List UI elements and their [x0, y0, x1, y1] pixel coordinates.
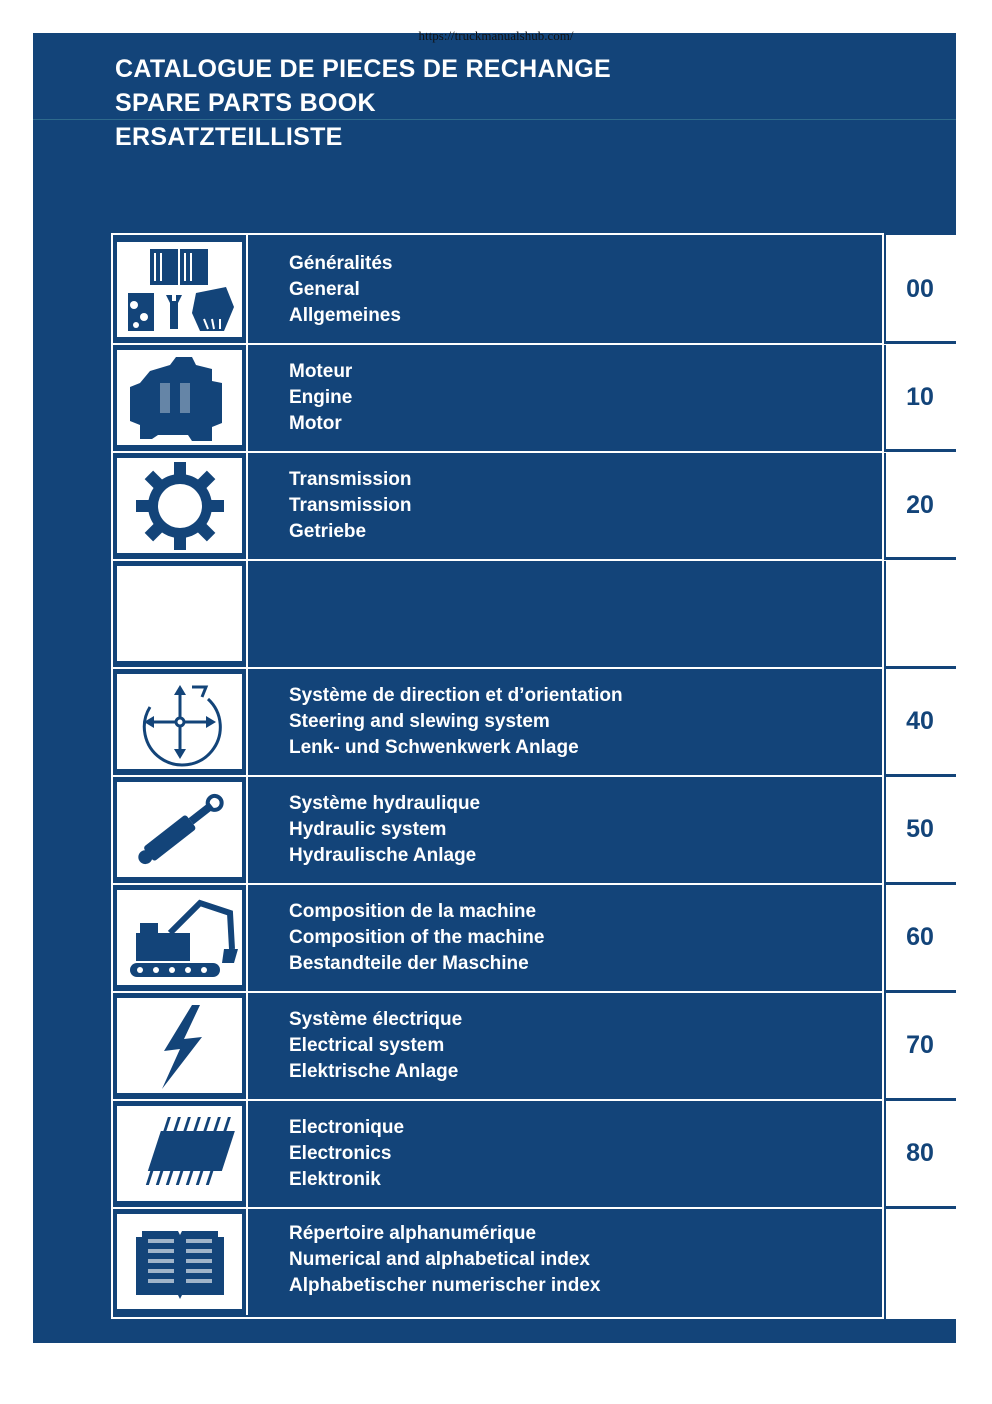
bottom-corner-block: [884, 1319, 956, 1343]
label-en: Electronics: [289, 1143, 392, 1164]
section-number: 40: [906, 706, 934, 735]
number-separator: [884, 341, 956, 344]
label-fr: Généralités: [289, 253, 393, 274]
label-de: Elektronik: [289, 1169, 381, 1190]
label-de: Motor: [289, 413, 342, 434]
section-labels: [289, 467, 412, 545]
section-row-20[interactable]: [111, 451, 956, 559]
row-divider: [246, 1207, 248, 1315]
section-number: [884, 1207, 956, 1315]
section-labels: [289, 1221, 601, 1299]
section-row-00[interactable]: [111, 235, 956, 343]
section-labels: [289, 1115, 404, 1193]
section-number: 80: [906, 1138, 934, 1167]
label-de: Alphabetischer numerischer index: [289, 1275, 601, 1296]
index-book-icon: [117, 1214, 242, 1309]
row-separator: [111, 1099, 956, 1101]
section-number: 10: [906, 382, 934, 411]
row-separator: [111, 343, 956, 345]
row-divider: [246, 1099, 248, 1207]
section-labels: [289, 1007, 462, 1085]
source-url: https://truckmanualshub.com/: [418, 28, 574, 43]
section-number: 50: [906, 814, 934, 843]
section-labels: [289, 251, 401, 329]
label-en: Electrical system: [289, 1035, 445, 1056]
section-row-index[interactable]: [111, 1207, 956, 1315]
title-fr: CATALOGUE DE PIECES DE RECHANGE: [115, 55, 611, 83]
row-divider: [246, 235, 248, 343]
label-en: Hydraulic system: [289, 819, 447, 840]
general-tools-icon: [117, 242, 242, 337]
section-row-50[interactable]: [111, 775, 956, 883]
row-divider: [246, 667, 248, 775]
section-row-blank: [111, 559, 956, 667]
label-fr: Composition de la machine: [289, 901, 537, 922]
section-row-60[interactable]: [111, 883, 956, 991]
section-number: 20: [906, 490, 934, 519]
row-divider: [246, 883, 248, 991]
number-separator: [884, 557, 956, 560]
row-separator: [111, 559, 956, 561]
lightning-icon: [117, 998, 242, 1093]
row-separator: [111, 667, 956, 669]
number-separator: [884, 1098, 956, 1101]
number-separator: [884, 666, 956, 669]
section-row-10[interactable]: [111, 343, 956, 451]
row-divider: [246, 991, 248, 1099]
label-en: General: [289, 279, 360, 300]
engine-icon: [117, 350, 242, 445]
section-number: 60: [906, 922, 934, 951]
label-de: Hydraulische Anlage: [289, 845, 477, 866]
section-row-40[interactable]: [111, 667, 956, 775]
label-fr: Répertoire alphanumérique: [289, 1223, 537, 1244]
row-separator: [111, 883, 956, 885]
row-separator: [111, 775, 956, 777]
excavator-icon: [117, 890, 242, 985]
label-en: Steering and slewing system: [289, 711, 550, 732]
label-de: Allgemeines: [289, 305, 401, 326]
number-separator: [884, 1206, 956, 1209]
label-fr: Système hydraulique: [289, 793, 481, 814]
title-en: SPARE PARTS BOOK: [115, 89, 376, 117]
section-labels: [289, 359, 352, 437]
number-separator: [884, 990, 956, 993]
section-labels: [289, 683, 623, 761]
label-fr: Système électrique: [289, 1009, 463, 1030]
section-labels: [289, 791, 480, 869]
hydraulic-cylinder-icon: [117, 782, 242, 877]
section-labels: [289, 899, 544, 977]
label-fr: Moteur: [289, 361, 353, 382]
label-fr: Transmission: [289, 469, 412, 490]
section-row-80[interactable]: [111, 1099, 956, 1207]
label-de: Bestandteile der Maschine: [289, 953, 529, 974]
label-de: Elektrische Anlage: [289, 1061, 459, 1082]
section-number: 00: [906, 274, 934, 303]
row-divider: [246, 775, 248, 883]
number-separator: [884, 774, 956, 777]
label-de: Lenk- und Schwenkwerk Anlage: [289, 737, 579, 758]
number-separator: [884, 882, 956, 885]
steering-arrows-icon: [117, 674, 242, 769]
row-divider: [246, 343, 248, 451]
microchip-icon: [117, 1106, 242, 1201]
title-de: ERSATZTEILLISTE: [115, 123, 343, 151]
label-fr: Système de direction et d’orientation: [289, 685, 623, 706]
label-en: Engine: [289, 387, 353, 408]
label-de: Getriebe: [289, 521, 367, 542]
label-en: Transmission: [289, 495, 412, 516]
row-separator: [111, 1207, 956, 1209]
number-separator: [884, 449, 956, 452]
section-number: [884, 559, 956, 667]
row-divider: [246, 559, 248, 667]
row-divider: [246, 451, 248, 559]
section-number: 70: [906, 1030, 934, 1059]
row-separator: [111, 451, 956, 453]
catalogue-titles: [115, 52, 611, 154]
label-fr: Electronique: [289, 1117, 405, 1138]
label-en: Numerical and alphabetical index: [289, 1249, 590, 1270]
row-separator: [111, 991, 956, 993]
blank-icon: [117, 566, 242, 661]
section-row-70[interactable]: [111, 991, 956, 1099]
label-en: Composition of the machine: [289, 927, 545, 948]
gear-icon: [117, 458, 242, 553]
